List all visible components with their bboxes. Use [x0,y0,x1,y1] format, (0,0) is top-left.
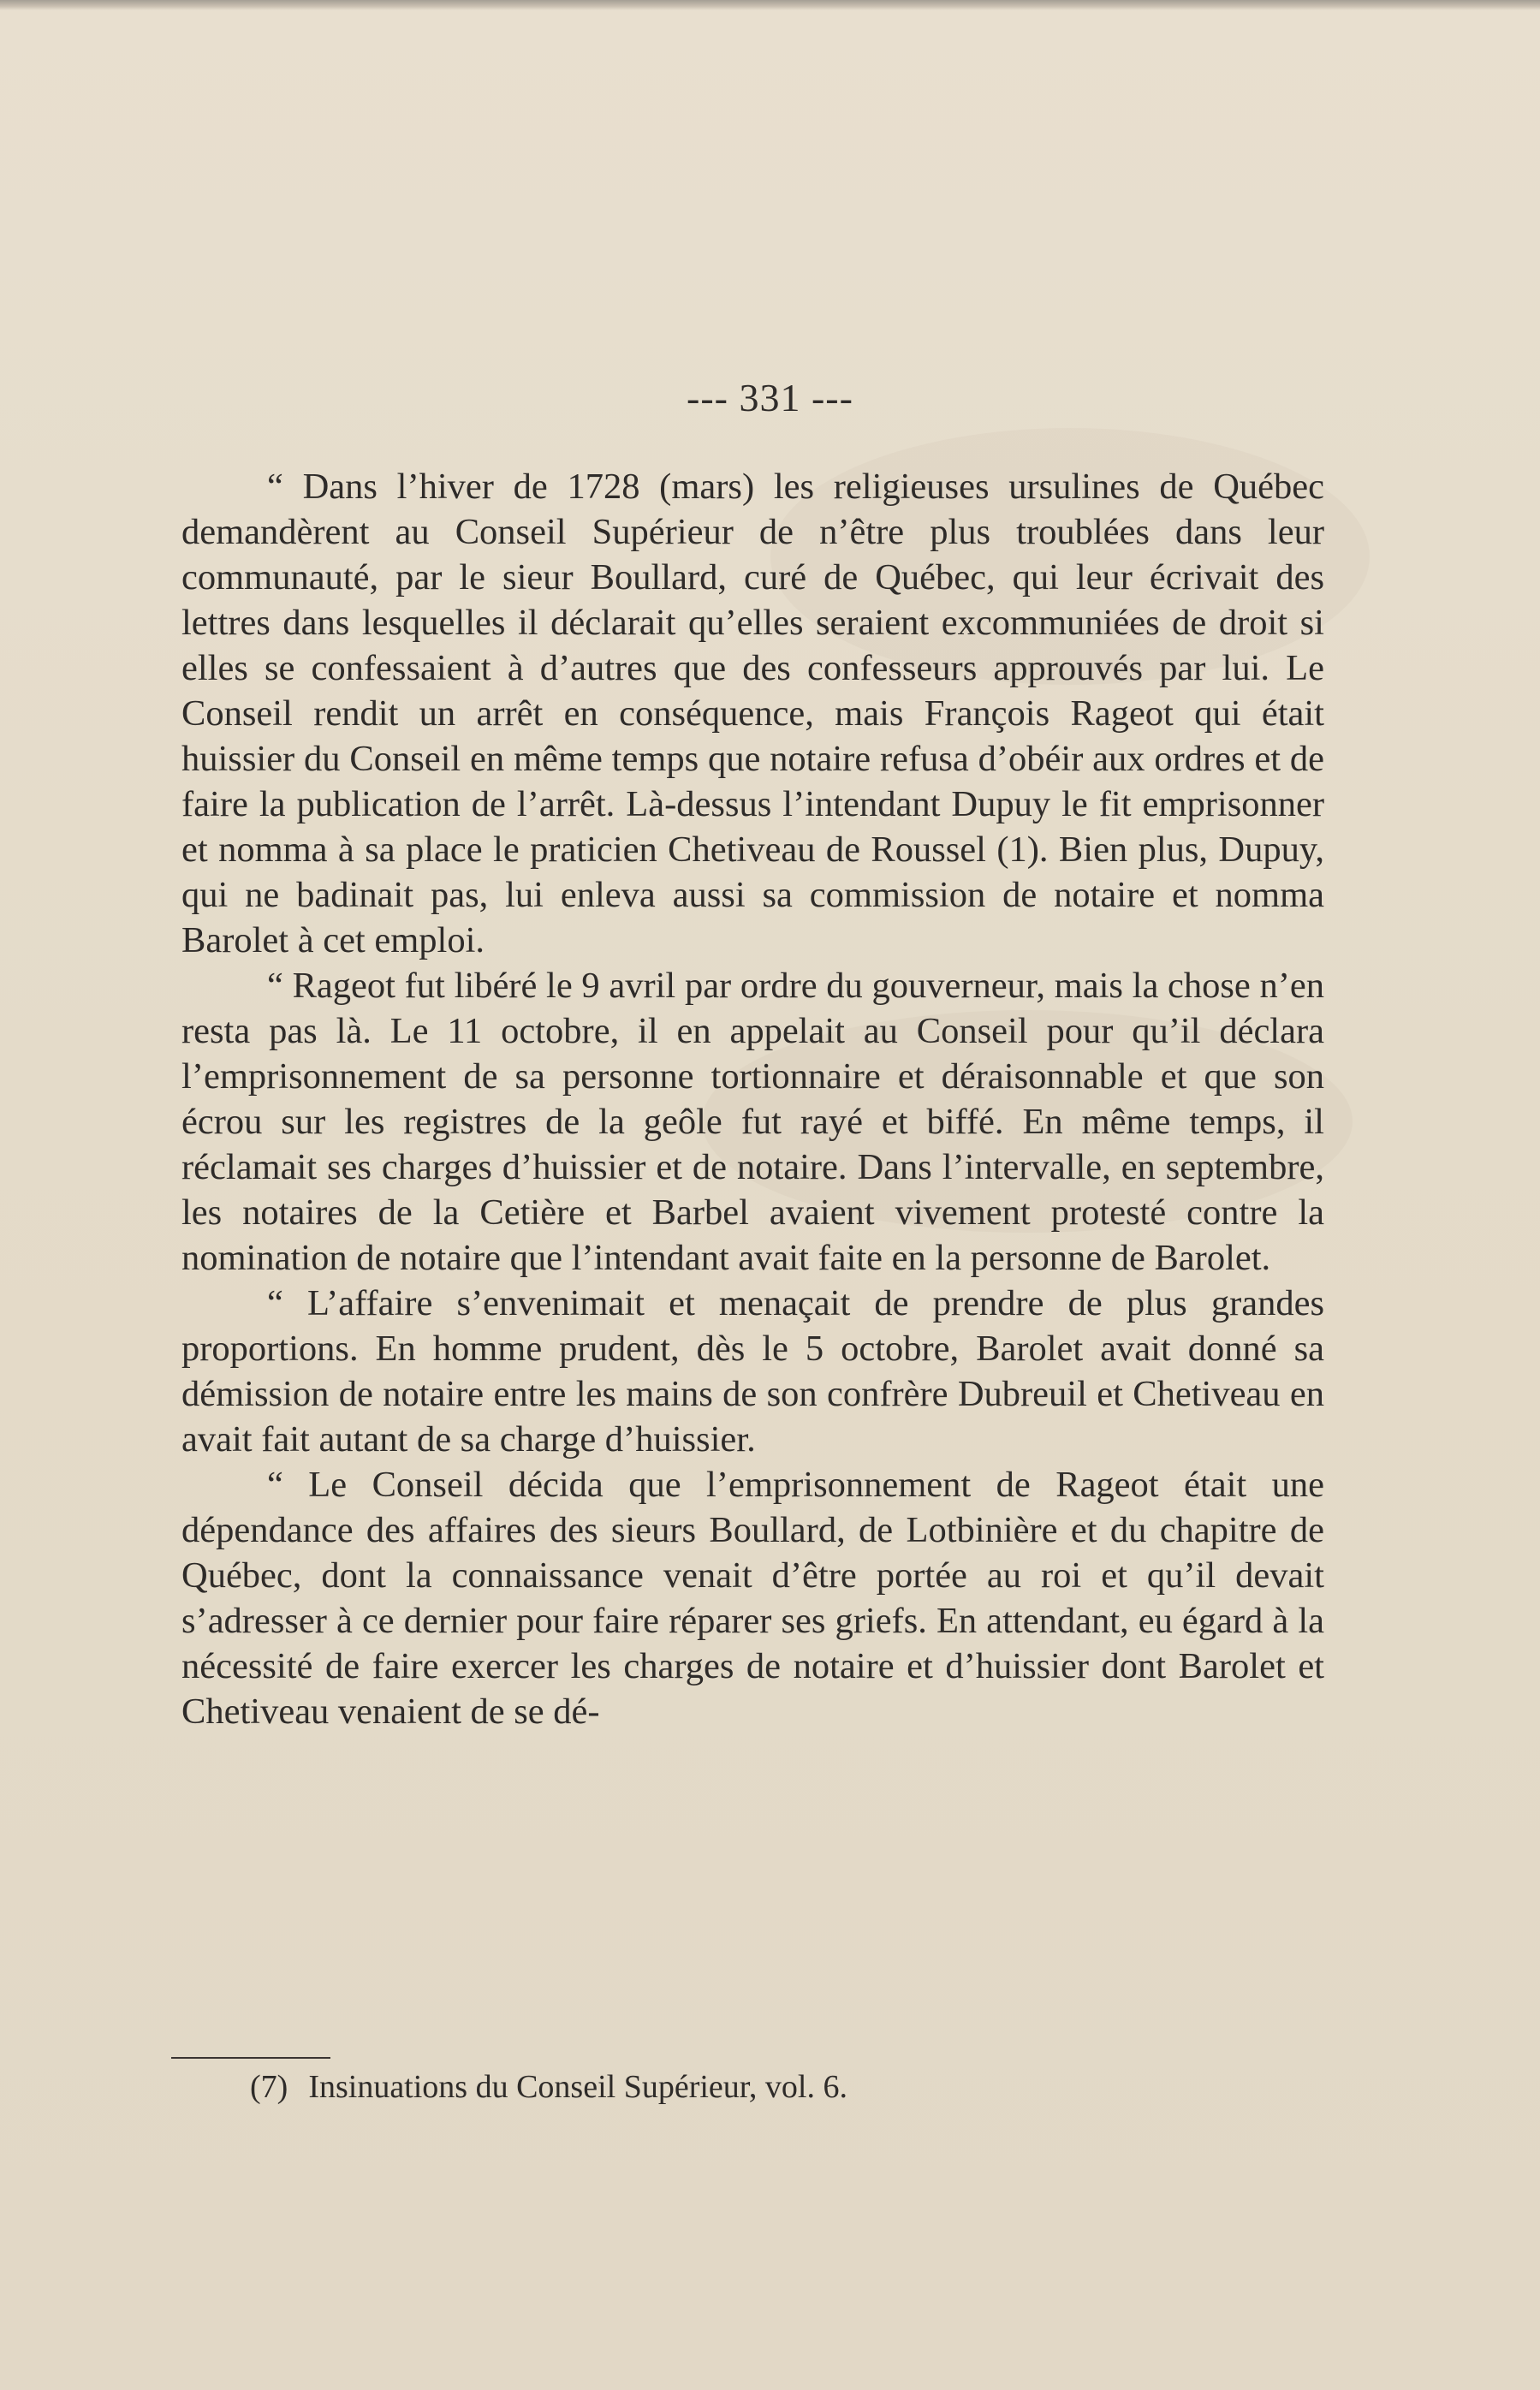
page-top-edge [0,0,1540,10]
paragraph: “ L’affaire s’envenimait et menaçait de prendre de plus grandes proportions. En homme prudent, dès le 5 octobre, Barolet avait donné sa démission de notaire entre les mains de son confrère Dubreuil et Chetiveau en avait fait autant de sa charge d’huissier. [181,1283,1324,1460]
paragraph: “ Dans l’hiver de 1728 (mars) les religieuses ursulines de Québec demandèrent au Conseil Supérieur de n’être plus troublées dans leur communauté, par le sieur Boullard, curé de Québec, qui leur écrivait des lettres dans lesquelles il déclarait qu’elles seraient excommuniées de droit si elles se confessaient à d’autres que des confesseurs approuvés par lui. Le Conseil rendit un arrêt en conséquence, mais François Rageot qui était huissier du Conseil en même temps que notaire refusa d’obéir aux ordres et de faire la publication de l’arrêt. Là-dessus l’intendant Dupuy le fit emprisonner et nomma à sa place le praticien Chetiveau de Roussel (1). Bien plus, Dupuy, qui ne badinait pas, lui enleva aussi sa commission de notaire et nomma Barolet à cet emploi. [181,467,1324,960]
footnote-rule [171,2057,330,2059]
footnote [250,2066,847,2108]
paragraph: “ Rageot fut libéré le 9 avril par ordre du gouverneur, mais la chose n’en resta pas là. Le 11 octobre, il en appelait au Conseil pour qu’il déclara l’emprisonnement de sa personne tortionnaire et déraisonnable et que son écrou sur les registres de la geôle fut rayé et biffé. En même temps, il réclamait ses charges d’huissier et de notaire. Dans l’intervalle, en septembre, les notaires de la Cetière et Barbel avaient vivement protesté contre la nomination de notaire que l’intendant avait faite en la personne de Barolet. [181,966,1324,1278]
body-text [181,464,1324,1734]
footnote-number: (7) [250,2069,288,2105]
footnote-text: Insinuations du Conseil Supérieur, vol. 6. [308,2069,847,2105]
page-number: --- 331 --- [687,376,853,419]
paragraph: “ Le Conseil décida que l’emprisonnement de Rageot était une dépendance des affaires des sieurs Boullard, de Lotbinière et du chapitre de Québec, dont la connaissance venait d’être portée au roi et qu’il devait s’adresser à ce dernier pour faire réparer ses griefs. En attendant, eu égard à la nécessité de faire exercer les charges de notaire et d’huissier dont Barolet et Chetiveau venaient de se dé- [181,1465,1324,1732]
